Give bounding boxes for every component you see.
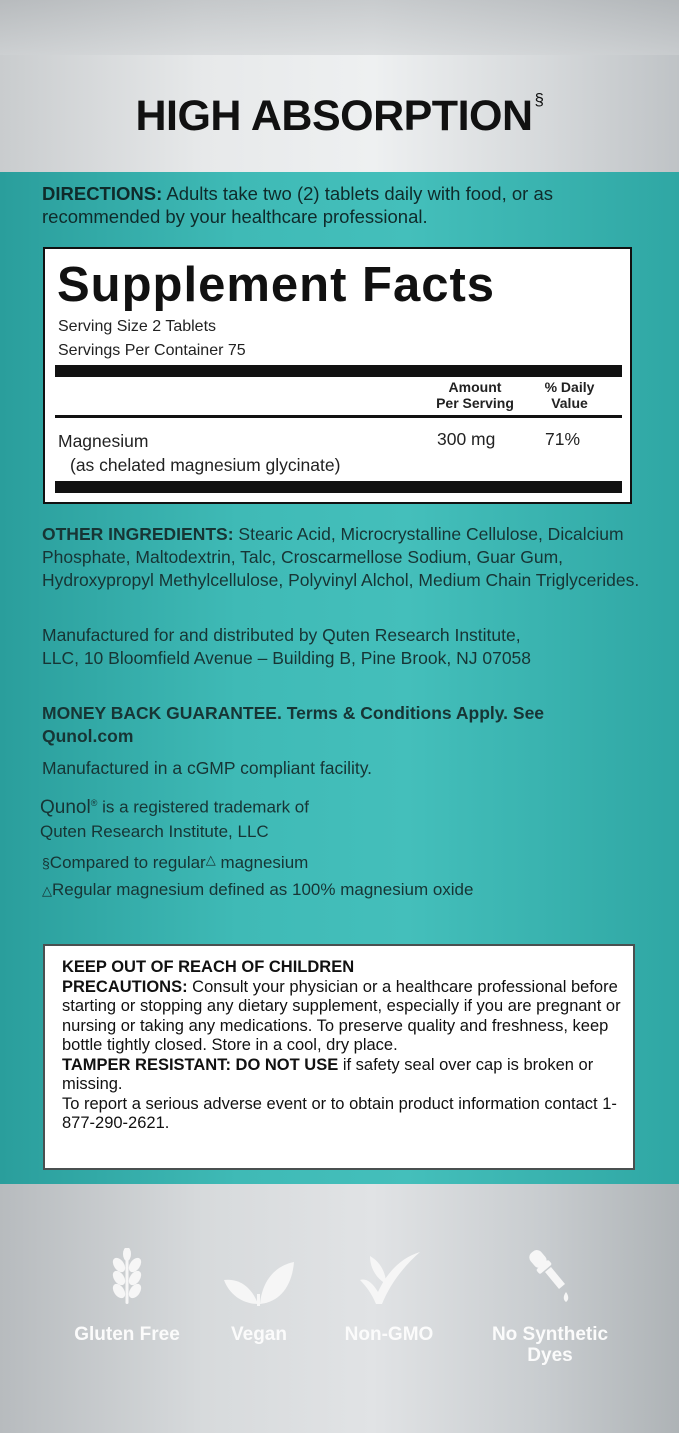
- section-mark: §: [42, 855, 50, 871]
- badge-gluten-free: [52, 1248, 202, 1345]
- other-ingredients-label: OTHER INGREDIENTS:: [42, 524, 234, 544]
- footnote-1: [42, 851, 642, 875]
- directions: [42, 182, 652, 228]
- warnings-panel: [43, 944, 635, 1170]
- badge-vegan: [184, 1258, 334, 1345]
- trademark-owner: Quten Research Institute, LLC: [40, 821, 269, 841]
- precautions-text: Consult your physician or a healthcare professional before starting or stopping any dietary supplement, especially if you are pregnant or nursing or taking any medications. To preserve quality and freshness, keep bottle tightly closed. Store in a cool, dry place.: [62, 977, 621, 1054]
- footnote-1-tail: magnesium: [215, 853, 309, 872]
- badge-non-gmo: [314, 1250, 464, 1345]
- badge-label: Gluten Free: [74, 1324, 180, 1345]
- registered-mark: ®: [90, 798, 98, 808]
- directions-label: DIRECTIONS:: [42, 183, 163, 204]
- badge-no-synthetic-dyes: [475, 1248, 625, 1366]
- cgmp-statement: Manufactured in a cGMP compliant facility.: [42, 758, 373, 778]
- section-mark: §: [534, 90, 544, 109]
- triangle-mark: △: [42, 883, 52, 898]
- wheat-icon: [107, 1248, 147, 1306]
- badge-label: Vegan: [231, 1324, 287, 1345]
- servings-per-container: Servings Per Container 75: [58, 342, 246, 359]
- money-back-guarantee: MONEY BACK GUARANTEE. Terms & Conditions Apply. See Qunol.com: [42, 703, 545, 746]
- nutrient-source: (as chelated magnesium glycinate): [70, 455, 341, 475]
- precautions-label: PRECAUTIONS:: [62, 977, 188, 996]
- leaves-icon: [222, 1258, 296, 1306]
- badge-label: No Synthetic Dyes: [491, 1324, 609, 1366]
- thick-rule: [55, 365, 622, 377]
- directions-text: Adults take two (2) tablets daily with food, or as recommended by your healthcare professional.: [42, 183, 553, 227]
- warnings-text: [62, 958, 627, 1134]
- footnote-1-text: Compared to regular: [49, 853, 206, 872]
- amount-per-serving-header: Amount Per Serving: [436, 379, 514, 411]
- trademark-statement: [40, 791, 640, 844]
- footnote-2: [42, 878, 642, 902]
- tamper-text: if safety seal over cap is broken or missing.: [62, 1055, 594, 1093]
- keep-out-of-reach: KEEP OUT OF REACH OF CHILDREN: [62, 958, 355, 976]
- daily-value-header: % Daily Value: [544, 379, 595, 411]
- bottom-thick-rule: [55, 481, 622, 493]
- serving-size: Serving Size 2 Tablets: [58, 318, 217, 335]
- adverse-event-report: To report a serious adverse event or to obtain product information contact 1-877-290-2621.: [62, 1094, 617, 1132]
- other-ingredients-text: Stearic Acid, Microcrystalline Cellulose, Dicalcium Phosphate, Maltodextrin, Talc, Croscarmellose Sodium, Guar Gum, Hydroxypropyl Methylcellulose, Polyvinyl Alchol, Medium Chain Triglycerides.: [42, 524, 640, 590]
- dropper-icon: [525, 1248, 575, 1306]
- badge-label: Non-GMO: [344, 1324, 434, 1345]
- supplement-facts-title: Supplement Facts: [57, 258, 496, 312]
- headline: HIGH ABSORPTION §: [135, 90, 544, 140]
- supplement-facts-panel: [43, 247, 632, 504]
- nutrient-amount: 300 mg: [437, 429, 496, 449]
- tamper-resistant: [62, 1056, 627, 1095]
- checkmark-leaf-icon: [356, 1250, 422, 1306]
- footnote-2-text: Regular magnesium defined as 100% magnesium oxide: [52, 880, 474, 899]
- qunol-logo: Qunol: [40, 796, 91, 818]
- precautions: [62, 978, 627, 1056]
- nutrient-name: Magnesium: [58, 431, 149, 451]
- top-edge-shade: [0, 0, 679, 55]
- other-ingredients: [42, 523, 642, 592]
- nutrient-daily-value: 71%: [545, 429, 581, 449]
- thin-rule: [55, 415, 622, 418]
- manufacturer-info: Manufactured for and distributed by Quten Research Institute, LLC, 10 Bloomfield Avenue – Building B, Pine Brook, NJ 07058: [42, 625, 532, 668]
- triangle-mark: △: [205, 852, 216, 867]
- tamper-label: TAMPER RESISTANT: DO NOT USE: [62, 1055, 339, 1074]
- trademark-text: is a registered trademark of: [97, 797, 309, 817]
